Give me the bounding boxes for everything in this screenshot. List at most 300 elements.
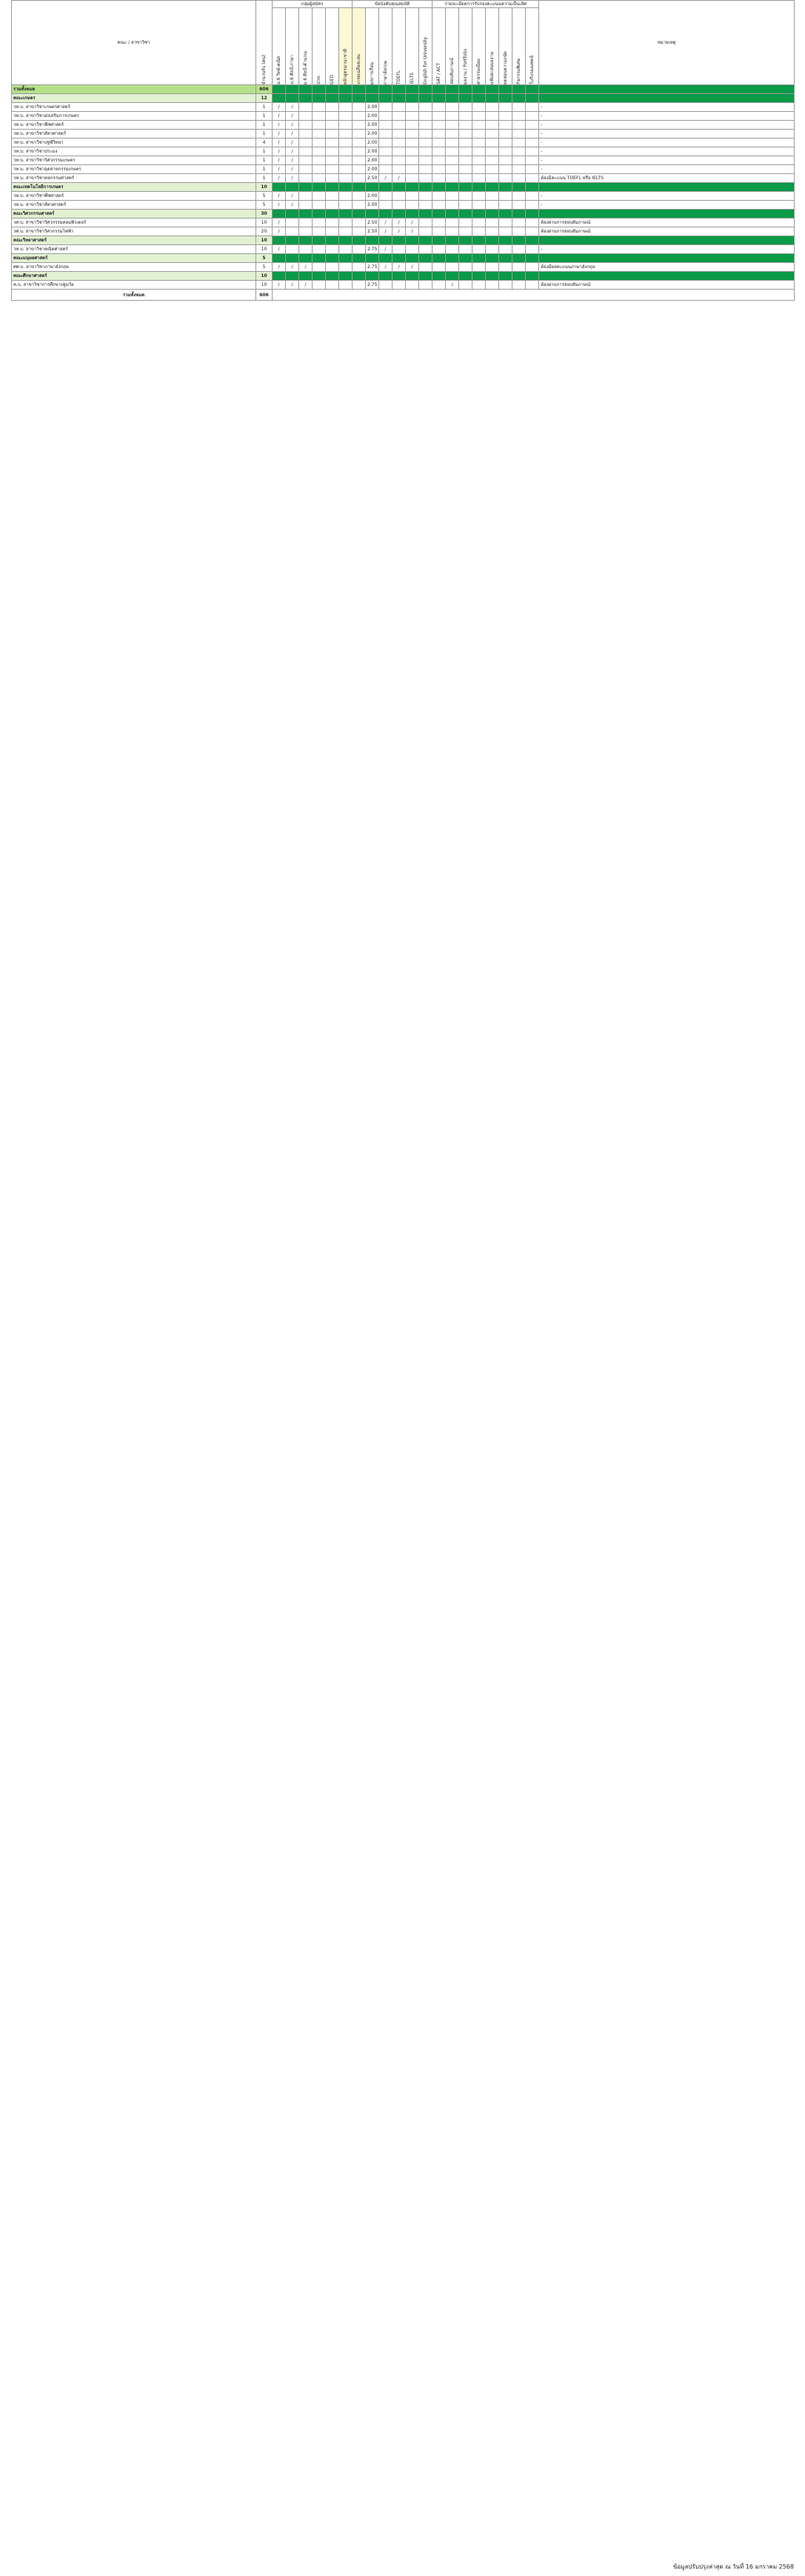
section-bar-cell <box>286 85 299 94</box>
section-row <box>12 94 795 103</box>
criteria-cell <box>432 281 446 290</box>
criteria-cell <box>472 192 486 201</box>
criteria-cell <box>313 103 326 112</box>
criteria-cell <box>432 156 446 165</box>
criteria-cell <box>313 227 326 236</box>
section-bar-cell <box>486 236 499 245</box>
criteria-cell: / <box>406 227 419 236</box>
criteria-cell <box>512 103 526 112</box>
section-bar-cell <box>499 272 512 281</box>
criteria-cell <box>379 130 393 139</box>
section-bar-cell <box>366 183 379 192</box>
program-row <box>12 139 795 147</box>
criteria-cell <box>499 147 512 156</box>
criteria-cell <box>419 103 432 112</box>
criteria-cell: / <box>393 174 406 183</box>
section-bar-cell <box>353 236 366 245</box>
criteria-cell: / <box>286 156 299 165</box>
section-bar-cell <box>512 183 526 192</box>
header-column: หลักสูตรนานาชาติ <box>339 8 353 85</box>
remark-cell: - <box>539 192 795 201</box>
section-bar-cell <box>539 94 795 103</box>
program-name: วท.บ. สาขาวิชาส่งเสริมการเกษตร <box>12 112 256 121</box>
section-bar-cell <box>313 272 326 281</box>
header-column: ม.6 วิทย์-คณิต <box>273 8 286 85</box>
criteria-cell <box>432 263 446 272</box>
criteria-cell <box>326 192 339 201</box>
criteria-cell: / <box>273 281 286 290</box>
remark-cell: - <box>539 201 795 210</box>
section-bar-cell <box>273 85 286 94</box>
section-bar-cell <box>366 254 379 263</box>
section-bar-cell <box>459 183 472 192</box>
program-name: รวมทั้งหมด <box>12 85 256 94</box>
section-bar-cell <box>472 236 486 245</box>
section-bar-cell <box>432 183 446 192</box>
criteria-cell <box>406 112 419 121</box>
section-bar-cell <box>393 272 406 281</box>
criteria-cell <box>526 130 539 139</box>
remark-cell: ต้องมีคะแนน TOEFL หรือ IELTS <box>539 174 795 183</box>
criteria-cell <box>419 174 432 183</box>
criteria-cell <box>472 147 486 156</box>
section-bar-cell <box>313 183 326 192</box>
quota-count: 12 <box>256 94 273 103</box>
remark-cell: - <box>539 245 795 254</box>
program-row <box>12 147 795 156</box>
criteria-cell <box>326 147 339 156</box>
criteria-cell <box>486 147 499 156</box>
criteria-cell <box>499 156 512 165</box>
program-row <box>12 227 795 236</box>
section-bar-cell <box>419 272 432 281</box>
criteria-cell <box>432 192 446 201</box>
section-bar-cell <box>419 94 432 103</box>
header-column: เกรดเฉลี่ยสะสม <box>353 8 366 85</box>
header-column: ผลงาน / Portfolio <box>459 8 472 85</box>
section-bar-cell <box>313 236 326 245</box>
section-bar-cell <box>406 210 419 218</box>
criteria-cell: / <box>286 139 299 147</box>
criteria-cell <box>419 263 432 272</box>
section-bar-cell <box>459 236 472 245</box>
criteria-cell <box>459 218 472 227</box>
header-program: คณะ / สาขาวิชา <box>12 1 256 85</box>
program-row <box>12 121 795 130</box>
criteria-cell <box>406 201 419 210</box>
quota-count: 606 <box>256 85 273 94</box>
criteria-cell <box>526 245 539 254</box>
remark-cell: - <box>539 112 795 121</box>
section-bar-cell <box>406 94 419 103</box>
section-bar-cell <box>526 85 539 94</box>
criteria-cell <box>353 192 366 201</box>
program-name: ค.บ. สาขาวิชาการศึกษาปฐมวัย <box>12 281 256 290</box>
criteria-cell <box>432 218 446 227</box>
criteria-cell <box>299 112 313 121</box>
criteria-cell <box>379 156 393 165</box>
criteria-cell <box>486 227 499 236</box>
criteria-cell <box>446 245 459 254</box>
remark-cell: ต้องผ่านการสอบสัมภาษณ์ <box>539 281 795 290</box>
section-bar-cell <box>286 183 299 192</box>
criteria-cell <box>406 130 419 139</box>
criteria-cell <box>499 139 512 147</box>
criteria-cell <box>432 201 446 210</box>
section-bar-cell <box>499 94 512 103</box>
criteria-cell <box>326 281 339 290</box>
criteria-cell <box>393 192 406 201</box>
section-bar-cell <box>393 210 406 218</box>
criteria-cell <box>313 139 326 147</box>
header-column: ค่าธรรมเนียม <box>472 8 486 85</box>
section-bar-cell <box>539 210 795 218</box>
criteria-cell: 2.00 <box>366 147 379 156</box>
criteria-cell <box>432 130 446 139</box>
header-column: IELTS <box>406 8 419 85</box>
grand-total-label: รวมทั้งหมด <box>12 290 256 301</box>
section-bar-cell <box>486 85 499 94</box>
section-bar-cell <box>286 210 299 218</box>
section-bar-cell <box>499 254 512 263</box>
criteria-cell <box>313 112 326 121</box>
criteria-cell <box>379 121 393 130</box>
criteria-cell <box>432 103 446 112</box>
criteria-cell <box>299 165 313 174</box>
criteria-cell <box>406 121 419 130</box>
criteria-cell: 2.00 <box>366 156 379 165</box>
criteria-cell: / <box>273 227 286 236</box>
criteria-cell <box>299 156 313 165</box>
criteria-cell <box>472 130 486 139</box>
header-group: กลุ่มผู้สมัคร <box>273 1 353 8</box>
criteria-cell <box>406 165 419 174</box>
section-bar-cell <box>299 183 313 192</box>
section-bar-cell <box>512 94 526 103</box>
criteria-cell <box>419 112 432 121</box>
criteria-cell: / <box>286 263 299 272</box>
program-row <box>12 281 795 290</box>
criteria-cell <box>526 263 539 272</box>
criteria-cell: / <box>273 156 286 165</box>
criteria-cell <box>286 245 299 254</box>
program-row <box>12 245 795 254</box>
section-bar-cell <box>432 94 446 103</box>
criteria-cell: 2.00 <box>366 103 379 112</box>
criteria-cell: 2.00 <box>366 139 379 147</box>
criteria-cell: 2.75 <box>366 281 379 290</box>
remark-cell: ต้องมีผลคะแนนภาษาอังกฤษ <box>539 263 795 272</box>
criteria-cell: / <box>379 218 393 227</box>
quota-count: 5 <box>256 192 273 201</box>
section-bar-cell <box>273 183 286 192</box>
criteria-cell <box>526 112 539 121</box>
remark-cell: - <box>539 147 795 156</box>
criteria-cell <box>512 165 526 174</box>
criteria-cell <box>486 218 499 227</box>
section-bar-cell <box>446 94 459 103</box>
criteria-cell: / <box>299 281 313 290</box>
criteria-cell <box>299 147 313 156</box>
program-name: คณะวิทยาศาสตร์ <box>12 236 256 245</box>
section-bar-cell <box>486 254 499 263</box>
criteria-cell <box>393 139 406 147</box>
section-bar-cell <box>446 85 459 94</box>
section-bar-cell <box>446 183 459 192</box>
criteria-cell: / <box>273 245 286 254</box>
criteria-cell <box>299 103 313 112</box>
criteria-cell <box>313 192 326 201</box>
remark-cell: - <box>539 139 795 147</box>
criteria-cell <box>499 218 512 227</box>
criteria-cell <box>432 112 446 121</box>
criteria-cell <box>299 192 313 201</box>
criteria-cell <box>432 245 446 254</box>
criteria-cell <box>353 130 366 139</box>
section-bar-cell <box>393 254 406 263</box>
section-bar-cell <box>339 94 353 103</box>
header-column: ภาษาอังกฤษ <box>379 8 393 85</box>
criteria-cell <box>526 165 539 174</box>
criteria-cell <box>379 165 393 174</box>
criteria-cell <box>353 263 366 272</box>
section-bar-cell <box>273 94 286 103</box>
criteria-cell <box>432 147 446 156</box>
criteria-cell <box>299 121 313 130</box>
program-name: วท.บ. สาขาวิชาปฐพีวิทยา <box>12 139 256 147</box>
section-bar-cell <box>486 183 499 192</box>
criteria-cell <box>339 156 353 165</box>
program-row <box>12 156 795 165</box>
quota-count: 10 <box>256 281 273 290</box>
criteria-cell <box>486 139 499 147</box>
criteria-cell <box>393 165 406 174</box>
section-bar-cell <box>539 272 795 281</box>
criteria-cell <box>499 174 512 183</box>
criteria-cell <box>459 263 472 272</box>
section-bar-cell <box>393 183 406 192</box>
program-name: คณะมนุษยศาสตร์ <box>12 254 256 263</box>
section-bar-cell <box>299 236 313 245</box>
criteria-cell <box>446 139 459 147</box>
criteria-cell <box>406 147 419 156</box>
section-bar-cell <box>472 183 486 192</box>
criteria-cell <box>526 201 539 210</box>
criteria-cell <box>472 112 486 121</box>
criteria-cell <box>419 156 432 165</box>
criteria-cell: 2.00 <box>366 112 379 121</box>
criteria-cell <box>313 165 326 174</box>
program-name: วท.บ. สาขาวิชาเกษตรศาสตร์ <box>12 103 256 112</box>
header-group: รายละเอียดการรับรองคะแนนความเป็นเลิศ <box>432 1 539 8</box>
section-bar-cell <box>499 85 512 94</box>
criteria-cell <box>446 103 459 112</box>
program-name: คณะเกษตร <box>12 94 256 103</box>
criteria-cell <box>419 165 432 174</box>
remark-cell: - <box>539 130 795 139</box>
program-name: คณะวิศวกรรมศาสตร์ <box>12 210 256 218</box>
criteria-cell <box>459 130 472 139</box>
section-bar-cell <box>379 236 393 245</box>
criteria-cell: / <box>286 281 299 290</box>
program-name: คณะศึกษาศาสตร์ <box>12 272 256 281</box>
section-bar-cell <box>286 272 299 281</box>
criteria-cell <box>326 103 339 112</box>
criteria-cell <box>486 281 499 290</box>
criteria-cell <box>313 201 326 210</box>
section-bar-cell <box>446 236 459 245</box>
criteria-cell <box>299 130 313 139</box>
criteria-cell <box>486 156 499 165</box>
section-bar-cell <box>526 183 539 192</box>
criteria-cell <box>512 201 526 210</box>
section-bar-cell <box>526 210 539 218</box>
program-row <box>12 174 795 183</box>
criteria-cell: 2.50 <box>366 227 379 236</box>
criteria-cell <box>393 121 406 130</box>
header-column: SAT / ACT <box>432 8 446 85</box>
criteria-cell <box>379 147 393 156</box>
section-bar-cell <box>379 254 393 263</box>
section-bar-cell <box>273 254 286 263</box>
criteria-cell <box>459 201 472 210</box>
remark-cell: ต้องผ่านการสอบสัมภาษณ์ <box>539 227 795 236</box>
section-bar-cell <box>512 272 526 281</box>
section-bar-cell <box>366 272 379 281</box>
criteria-cell <box>299 227 313 236</box>
header-total: จำนวนรับ (คน) <box>256 1 273 85</box>
section-bar-cell <box>486 272 499 281</box>
header-group: ข้อบังคับคุณสมบัติ <box>353 1 432 8</box>
criteria-cell <box>339 192 353 201</box>
program-name: วท.บ. สาขาวิชาอุตสาหกรรมเกษตร <box>12 165 256 174</box>
criteria-cell <box>379 112 393 121</box>
section-bar-cell <box>419 254 432 263</box>
criteria-cell <box>512 245 526 254</box>
criteria-cell <box>353 112 366 121</box>
header-column: ม.6 ศิลป์-คำนวณ <box>299 8 313 85</box>
criteria-cell <box>512 263 526 272</box>
criteria-cell <box>299 218 313 227</box>
quota-count: 1 <box>256 103 273 112</box>
criteria-cell <box>419 227 432 236</box>
criteria-cell <box>526 139 539 147</box>
header-column: TOEFL <box>393 8 406 85</box>
header-column: สอบสัมภาษณ์ <box>446 8 459 85</box>
program-name: วศ.บ. สาขาวิชาวิศวกรรมคอมพิวเตอร์ <box>12 218 256 227</box>
criteria-cell <box>499 263 512 272</box>
criteria-cell <box>526 174 539 183</box>
section-bar-cell <box>472 254 486 263</box>
criteria-cell <box>499 112 512 121</box>
criteria-cell <box>499 192 512 201</box>
criteria-cell <box>313 156 326 165</box>
criteria-cell <box>286 227 299 236</box>
criteria-cell <box>339 112 353 121</box>
criteria-cell <box>353 201 366 210</box>
criteria-cell <box>313 121 326 130</box>
section-bar-cell <box>446 210 459 218</box>
criteria-cell <box>499 281 512 290</box>
criteria-cell <box>446 147 459 156</box>
section-bar-cell <box>339 183 353 192</box>
criteria-cell: 2.00 <box>366 201 379 210</box>
remark-cell: - <box>539 156 795 165</box>
criteria-cell: 2.50 <box>366 218 379 227</box>
section-bar-cell <box>459 254 472 263</box>
section-bar-cell <box>339 210 353 218</box>
criteria-cell <box>472 165 486 174</box>
section-bar-cell <box>379 210 393 218</box>
criteria-cell <box>393 281 406 290</box>
section-bar-cell <box>419 210 432 218</box>
criteria-cell <box>446 227 459 236</box>
grand-total-value: 606 <box>256 290 273 301</box>
section-bar-cell <box>499 183 512 192</box>
section-bar-cell <box>313 254 326 263</box>
criteria-cell <box>326 121 339 130</box>
remark-cell: - <box>539 165 795 174</box>
criteria-cell <box>353 139 366 147</box>
criteria-cell <box>446 192 459 201</box>
criteria-cell <box>512 121 526 130</box>
criteria-cell <box>486 112 499 121</box>
criteria-cell: 2.50 <box>366 174 379 183</box>
program-row <box>12 130 795 139</box>
criteria-cell <box>339 121 353 130</box>
criteria-cell <box>526 218 539 227</box>
criteria-cell <box>472 121 486 130</box>
program-row <box>12 201 795 210</box>
criteria-cell <box>472 156 486 165</box>
criteria-cell: / <box>406 218 419 227</box>
criteria-cell <box>353 156 366 165</box>
criteria-cell <box>326 139 339 147</box>
section-bar-cell <box>366 210 379 218</box>
section-bar-cell <box>366 236 379 245</box>
section-bar-cell <box>406 254 419 263</box>
grand-total-row <box>12 290 795 301</box>
remark-cell: ต้องผ่านการสอบสัมภาษณ์ <box>539 218 795 227</box>
criteria-cell <box>499 103 512 112</box>
criteria-cell <box>512 112 526 121</box>
criteria-cell <box>486 121 499 130</box>
criteria-cell <box>339 139 353 147</box>
criteria-cell <box>406 281 419 290</box>
criteria-cell <box>486 174 499 183</box>
quota-count: 1 <box>256 121 273 130</box>
criteria-cell <box>419 201 432 210</box>
quota-count: 5 <box>256 254 273 263</box>
criteria-cell: / <box>379 227 393 236</box>
criteria-cell <box>486 201 499 210</box>
criteria-cell: / <box>273 192 286 201</box>
section-bar-cell <box>299 94 313 103</box>
criteria-cell <box>446 201 459 210</box>
section-bar-cell <box>353 183 366 192</box>
criteria-cell <box>446 165 459 174</box>
criteria-cell: / <box>273 139 286 147</box>
criteria-cell <box>446 263 459 272</box>
header-column: ผลการเรียน <box>366 8 379 85</box>
criteria-cell <box>379 281 393 290</box>
section-bar-cell <box>459 272 472 281</box>
section-bar-cell <box>353 94 366 103</box>
remark-cell: - <box>539 121 795 130</box>
criteria-cell: / <box>286 165 299 174</box>
criteria-cell <box>499 130 512 139</box>
criteria-cell: / <box>273 112 286 121</box>
